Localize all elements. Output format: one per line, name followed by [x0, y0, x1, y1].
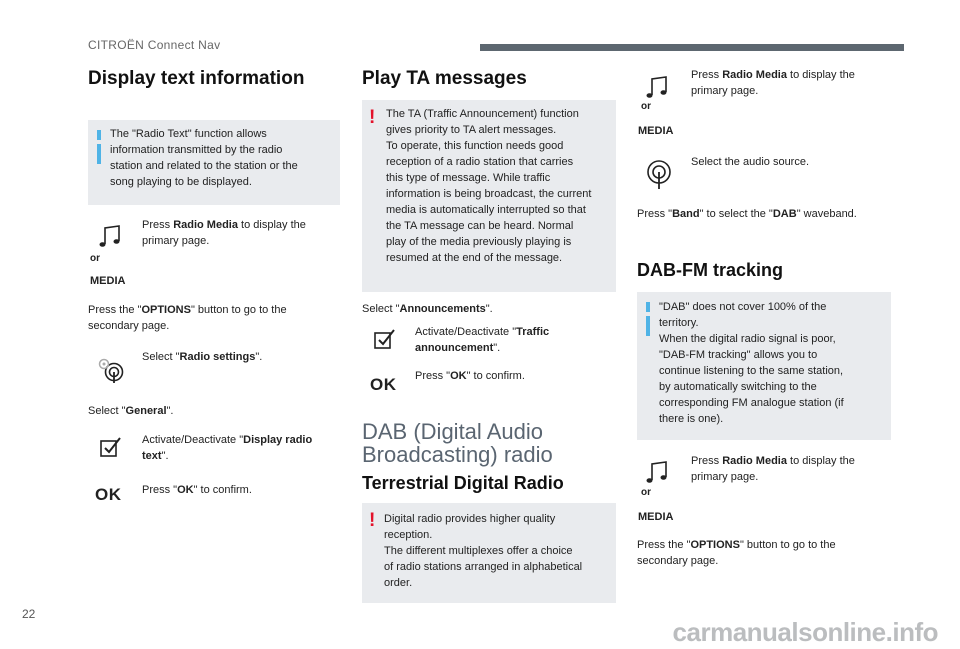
section-title-dab-fm: DAB-FM tracking: [637, 260, 784, 280]
header-bar: [480, 44, 904, 51]
select-radio-settings-text: Select "Radio settings".: [142, 351, 263, 363]
activate-display-radio-text: Activate/Deactivate "Display radio text".: [142, 434, 313, 462]
media-button-label: MEDIA: [90, 275, 126, 287]
media-button-label: MEDIA: [638, 511, 674, 523]
note-line: by automatically switching to the: [659, 381, 817, 393]
note-line: gives priority to TA alert messages.: [386, 124, 557, 136]
note-line: "DAB-FM tracking" allows you to: [659, 349, 818, 361]
or-label: or: [90, 253, 100, 264]
note-line: of radio stations arranged in alphabetical: [384, 561, 583, 573]
warning-icon: !: [369, 107, 376, 128]
note-line: there is one).: [659, 413, 724, 425]
press-ok-text: Press "OK" to confirm.: [415, 370, 525, 382]
note-line: corresponding FM analogue station (if: [659, 397, 844, 409]
note-line: To operate, this function needs good: [386, 140, 564, 152]
ok-icon: OK: [370, 375, 397, 394]
warning-note-ta: [362, 100, 616, 292]
audio-source-icon: [645, 158, 673, 190]
note-line: The TA (Traffic Announcement) function: [386, 108, 579, 120]
warning-icon: !: [369, 510, 376, 531]
note-line: The different multiplexes offer a choice: [384, 545, 573, 557]
note-line: play of the media previously playing is: [386, 236, 572, 248]
or-label: or: [641, 101, 651, 112]
press-radio-media-text: Press Radio Media to display the primary page.: [691, 69, 855, 97]
info-note-dab-fm: [637, 292, 891, 440]
music-note-icon: [644, 460, 670, 486]
info-marker-icon: [646, 302, 650, 312]
watermark: carmanualsonline.info: [672, 617, 938, 647]
note-line: The "Radio Text" function allows: [110, 128, 267, 140]
note-line: station and related to the station or the: [110, 160, 298, 172]
section-title-terrestrial: Terrestrial Digital Radio: [362, 473, 564, 493]
page-number: 22: [22, 607, 36, 621]
options-instruction: Press the "OPTIONS" button to go to the secondary page.: [88, 304, 287, 332]
or-label: or: [641, 487, 651, 498]
note-line: continue listening to the same station,: [659, 365, 844, 377]
note-line: reception.: [384, 529, 433, 541]
media-button-label: MEDIA: [638, 125, 674, 137]
press-ok-text: Press "OK" to confirm.: [142, 484, 252, 496]
note-line: information transmitted by the radio: [110, 144, 283, 156]
note-line: When the digital radio signal is poor,: [659, 333, 836, 345]
info-marker-icon: [97, 130, 101, 140]
press-radio-media-text: Press Radio Media to display the primary page.: [142, 219, 306, 247]
options-instruction: Press the "OPTIONS" button to go to the secondary page.: [637, 539, 836, 567]
note-line: the TA message can be heard. Normal: [386, 220, 574, 232]
note-line: "DAB" does not cover 100% of the: [659, 301, 827, 313]
checkbox-icon: [374, 328, 396, 350]
radio-settings-icon: [95, 354, 125, 384]
note-line: reception of a radio station that carries: [386, 156, 574, 168]
select-audio-source-text: Select the audio source.: [691, 156, 810, 168]
note-line: order.: [384, 577, 413, 589]
note-line: this type of message. While traffic: [386, 172, 551, 184]
info-note-radio-text: [88, 120, 340, 205]
section-title-display-text: Display text information: [88, 68, 305, 89]
note-line: resumed at the end of the message.: [386, 252, 563, 264]
checkbox-icon: [100, 436, 122, 458]
section-title-dab: DAB (Digital Audio Broadcasting) radio: [362, 419, 553, 467]
press-radio-media-text: Press Radio Media to display the primary page.: [691, 455, 855, 483]
note-line: media is automatically interrupted so that: [386, 204, 586, 216]
activate-traffic-text: Activate/Deactivate "Traffic announcement".: [415, 326, 550, 354]
ok-icon: OK: [95, 485, 122, 504]
press-band-text: Press "Band" to select the "DAB" waveband.: [637, 208, 857, 220]
note-line: Digital radio provides higher quality: [384, 513, 556, 525]
section-title-play-ta: Play TA messages: [362, 68, 527, 89]
music-note-icon: [644, 75, 670, 101]
note-line: territory.: [659, 317, 699, 329]
info-marker-bar: [97, 144, 101, 164]
note-line: song playing to be displayed.: [110, 176, 252, 188]
header-title: CITROËN Connect Nav: [88, 38, 221, 52]
info-marker-bar: [646, 316, 650, 336]
music-note-icon: [97, 224, 123, 250]
select-general-text: Select "General".: [88, 405, 174, 417]
note-line: information is being broadcast, the current: [386, 188, 592, 200]
select-announcements-text: Select "Announcements".: [362, 303, 493, 315]
warning-note-digital-radio: [362, 503, 616, 603]
